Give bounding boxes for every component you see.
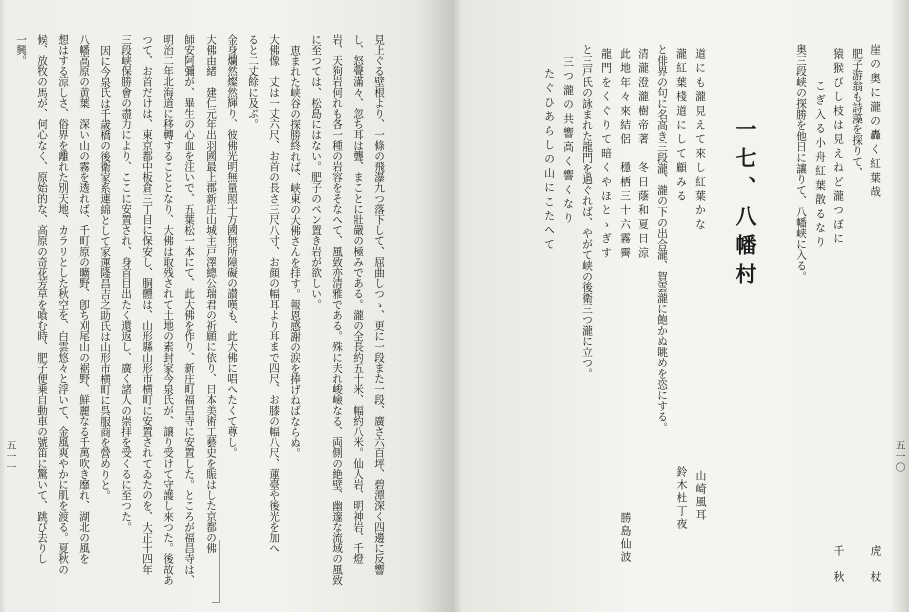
page-number: 五一一 bbox=[4, 440, 15, 473]
section-heading-column: 大佛由緒 建仁元年出羽國最上郡新庄山城主戸澤總公瑞君の祈願に依り、日本美術工藝史を賑はした京都の佛 bbox=[205, 34, 216, 554]
right-page bbox=[452, 0, 909, 612]
body-text-column: 三段峡保勝會の盡力により、ここに安置され、身首目出たく還返し、廣く諸人の崇拝を受くるに至つた。 bbox=[120, 34, 131, 533]
body-text-column: 肥子游翁も詩藻を探りて、 bbox=[851, 48, 863, 178]
body-text-column: 一興。 bbox=[15, 34, 26, 66]
page-number: 五一〇 bbox=[893, 440, 904, 473]
poem-author: 千 秋 bbox=[832, 545, 844, 584]
body-text-column: 因に今泉氏は千歳橋の後衛家系連綿として家運隆昌吉之助氏は山形市横町に呉服商を營めりと。 bbox=[99, 45, 110, 501]
poem-author: 勝島仙波 bbox=[619, 512, 631, 564]
haiku-line: 瀧紅葉棧道にして顧みる bbox=[675, 48, 687, 205]
chapter-title: 一七、八幡村 bbox=[733, 118, 757, 292]
body-text-column: し、怒聲滿々、忽ち耳は聾、まことに壯嚴の極みである。瀧の全長約五十米、幅約八米。仙人岩、明神岩、千燈 bbox=[352, 34, 363, 564]
body-text-column: 奥三段峡の探勝を他日に讓りて、八幡峡に入る。 bbox=[795, 44, 807, 282]
body-text-column: ると二丈餘に及ぶ。 bbox=[247, 34, 258, 130]
pencil-annotation-mark bbox=[219, 540, 220, 602]
poem-author: 虎 杖 bbox=[869, 545, 881, 584]
pencil-annotation-mark bbox=[212, 602, 220, 603]
tanka-line: たぐひあらしの山にこたへて bbox=[543, 68, 555, 253]
section-heading-column: 大佛像 丈は一丈六尺、お首の長さ三尺八寸、お顔の幅耳より耳まで四尺、お膝の幅八尺、蓮臺や後光を加へ bbox=[268, 34, 279, 554]
body-text-column: 見上ぐる壁根より、一條の飛瀑九つ落下して、屈曲しつゝ、更に一段また一段、廣さ六百坪、碧潭深く四邊に反響 bbox=[373, 34, 384, 575]
body-text-column: 岩、天狗岩何れも各一種の岩容をそなへて、風致亦清雅である。殊に夫れ峻嶮なる、両側の絶壁、幽邃な流域の風致 bbox=[331, 34, 342, 586]
body-text-column: つて、お首だけは、東京都中板倉三丁目に保安し、胴體は、山形縣山形市横町に安置されてゐたのを、大正十四年 bbox=[141, 34, 152, 575]
body-text-column: 明治二年北海道に移轉することとなり、大佛は取残されて土地の素封家今泉氏が、譲り受けて守護し來つた。後故あ bbox=[162, 34, 173, 586]
haiku-line: 道にも瀧見えて來し紅葉かな bbox=[694, 48, 706, 233]
body-text-column: 金身爛然燦然輝り、彼佛光明無量照十方國無所障礙の讃嘆も、此大佛に唱へたくて尊し。 bbox=[226, 34, 237, 458]
poem-author: 山崎風耳 bbox=[694, 470, 706, 522]
body-text-column: と三戸氏の詠まれた龍門を過ぐれば、やがて峡の後衛三つ瀧に立つ。 bbox=[581, 44, 593, 379]
haiku-line: 龍門をくぐりて暗くやほとゝぎす bbox=[600, 48, 612, 261]
body-text-column: 恵まれた峡谷の探勝終れば、峡東の大佛さんを拝す。報恩感謝の涙を捧げねばならぬ。 bbox=[289, 45, 300, 459]
poem-author: 鈴木杜丁夜 bbox=[675, 466, 687, 531]
body-text-column: 師安阿彌が、畢生の心血を注いで、五葉松一本にて、此大佛を作り、新庄町福昌寺に安置した。ところが福昌寺は、 bbox=[183, 34, 194, 586]
body-text-column: 候、放牧の馬が、何心なく、原始的な、高原の奇花芳草を喰む時、肥子便乗自動車の號笛に驚いて、跳び去りし bbox=[36, 34, 47, 564]
haiku-line: 崖の奥に瀧の轟く紅葉哉 bbox=[869, 44, 881, 201]
body-text-column: に至つては、松島にはない。肥子のペン置き岩が欲しい。 bbox=[310, 34, 321, 310]
tanka-line: 猿猴びし枝は見えねど瀧つぼに bbox=[832, 48, 844, 247]
tanka-line: 三つ瀧の共響高く響くなり bbox=[562, 56, 574, 227]
section-heading-column: 八幡高原の黄葉 深い山の霧を透れば、千町原の曠野、卽ち刈尾山の裾野、鮮麗なる千萬吹き靡れ、湖北の風を bbox=[78, 34, 89, 564]
tanka-line: こぎ入る小舟紅葉散るなり bbox=[814, 80, 826, 251]
left-page bbox=[0, 0, 452, 612]
body-text-column: 想はする涼しさ、俗界を離れた別天地、カラリとした秋空を、白雲悠々と浮いて、金風爽やかに肌を渡る。夏秋の bbox=[57, 34, 68, 575]
kanshi-line: 清瀧澄瀧樹帝著 冬日蔭和夏日涼 bbox=[637, 48, 649, 261]
kanshi-line: 此地年々來結侶 穩栖三十六霧霽 bbox=[619, 48, 631, 261]
body-text-column: と俳界の句に名高き三段瀧、瀧の下の出合瀧、賀雲瀧に飽かぬ眺めを恣にする。 bbox=[656, 44, 668, 433]
